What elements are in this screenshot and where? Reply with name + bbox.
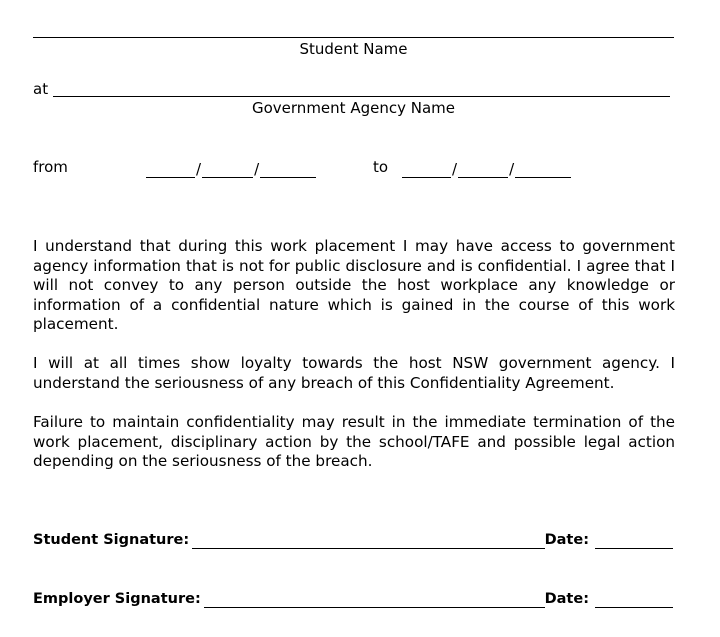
to-day-field[interactable] — [402, 161, 451, 178]
date-separator: / — [196, 160, 202, 178]
student-signature-row — [33, 531, 673, 549]
date-separator: / — [509, 160, 515, 178]
employer-signature-row — [33, 590, 673, 608]
student-signature-field[interactable] — [192, 533, 544, 549]
student-date-field[interactable] — [595, 533, 673, 549]
employer-date-label: Date: — [544, 591, 589, 607]
from-month-field[interactable] — [202, 161, 253, 178]
employer-signature-label: Employer Signature: — [33, 591, 201, 607]
employer-date-field[interactable] — [595, 592, 673, 608]
agency-prefix: at — [33, 80, 49, 98]
to-month-field[interactable] — [458, 161, 508, 178]
student-signature-label: Student Signature: — [33, 532, 190, 548]
from-label: from — [33, 158, 68, 176]
agency-name-line[interactable] — [53, 96, 670, 97]
from-date-fields — [146, 158, 316, 178]
agency-name-label: Government Agency Name — [252, 99, 455, 117]
date-separator: / — [254, 160, 260, 178]
to-label: to — [373, 158, 389, 176]
date-separator: / — [452, 160, 458, 178]
student-name-label: Student Name — [299, 40, 408, 58]
student-date-label: Date: — [544, 532, 589, 548]
from-year-field[interactable] — [260, 161, 316, 178]
confidentiality-paragraph: I understand that during this work placement I may have access to government agency information that is not for public disclosure and is confidential. I agree that I will not convey to any person outside the host workplace any knowledge or information of a confidential nature which is gained in the course of this work placement. — [33, 237, 675, 333]
termination-paragraph: Failure to maintain confidentiality may result in the immediate termination of the work placement, disciplinary action by the school/TAFE and possible legal action depending on the seriousness of the breach. — [33, 413, 675, 470]
student-name-line[interactable] — [33, 37, 674, 38]
to-year-field[interactable] — [515, 161, 571, 178]
loyalty-paragraph: I will at all times show loyalty towards the host NSW government agency. I understand the seriousness of any breach of this Confidentiality Agreement. — [33, 354, 675, 392]
to-date-fields — [402, 158, 571, 178]
employer-signature-field[interactable] — [204, 592, 545, 608]
from-day-field[interactable] — [146, 161, 195, 178]
